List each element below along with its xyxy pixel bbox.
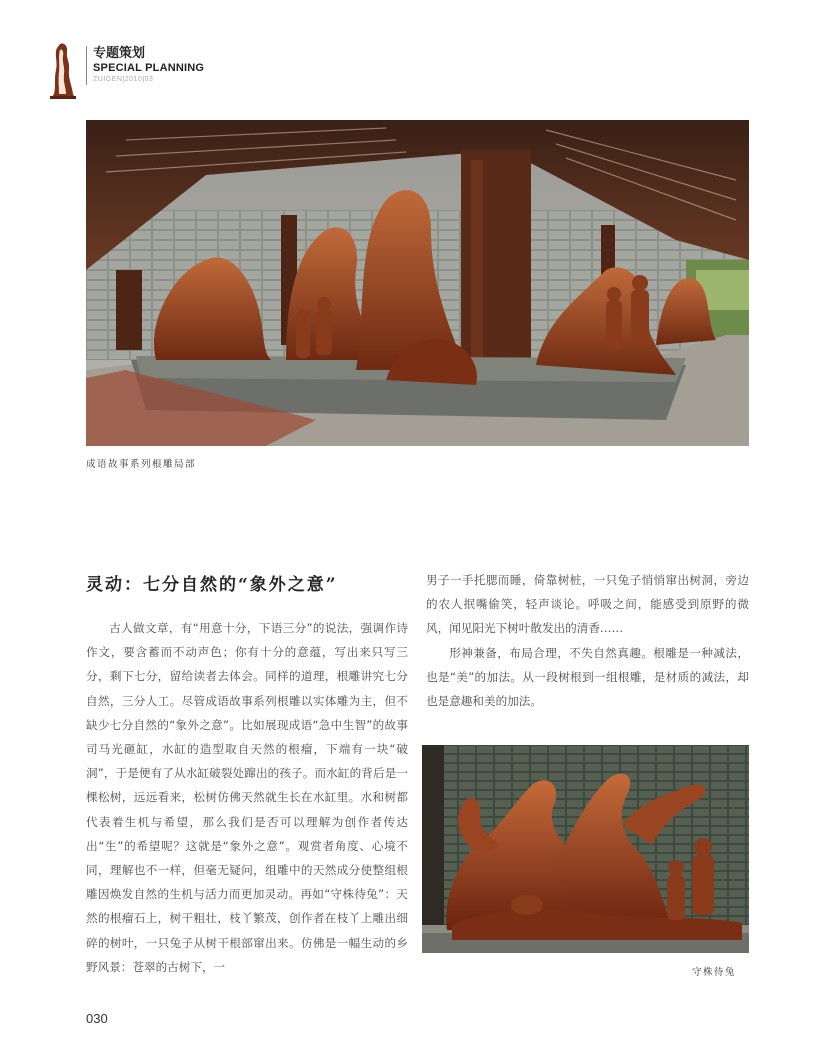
page-header bbox=[48, 42, 248, 102]
article-column-left bbox=[86, 616, 408, 979]
article-paragraph-continued: 男子一手托腮而睡，倚靠树桩，一只兔子悄悄窜出树洞，旁边的农人抿嘴偷笑，轻声谈论。呼吸之间，能感受到原野的微风，闻见阳光下树叶散发出的清香…… bbox=[426, 573, 749, 636]
section-label: 专题策划 bbox=[93, 46, 146, 61]
issue-label: ZUIGEN|2010|03 bbox=[93, 76, 154, 83]
article-paragraph: 形神兼备，布局合理，不失自然真趣。根雕是一种减法，也是“美”的加法。从一段树根到一组根雕，是材质的减法，却也是意趣和美的加法。 bbox=[426, 645, 749, 709]
article-paragraph: 古人做文章，有“用意十分，下语三分”的说法，强调作诗作文，要含蓄而不动声色；你有十分的意蕴，写出来只写三分，剩下七分，留给读者去体会。同样的道理，根雕讲究七分自然，三分人工。尽管成语故事系列根雕以实体雕为主，但不缺少七分自然的“象外之意”。比如展现成语“急中生智”的故事司马光砸缸，水缸的造型取自天然的根瘤，下端有一块“破洞”，于是便有了从水缸破裂处蹿出的孩子。而水缸的背后是一棵松树，远远看来，松树仿佛天然就生长在水缸里。水和树都代表着生机与希望，那么我们是否可以理解为创作者传达出“生”的希望呢？这就是“象外之意”。观赏者角度、心境不同，理解也不一样，但毫无疑问，组雕中的天然成分使整组根雕因焕发自然的生机与活力而更加灵动。再如“守株待兔”：天然的根瘤石上，树干粗壮，枝丫繁茂，创作者在枝丫上雕出细碎的树叶，一只兔子从树干根部窜出来。仿佛是一幅生动的乡野风景：苍翠的古树下，一 bbox=[86, 621, 408, 974]
photo-caption-top: 成语故事系列根雕局部 bbox=[86, 459, 197, 470]
page-number: 030 bbox=[86, 1011, 108, 1026]
article-column-right bbox=[426, 568, 749, 713]
article-title: 灵动：七分自然的“象外之意” bbox=[86, 575, 338, 595]
header-text-block bbox=[86, 46, 204, 85]
photo-idiom-carvings bbox=[86, 120, 749, 446]
photo-caption-bottom: 守株待兔 bbox=[692, 967, 737, 978]
root-sculpture-logo-icon bbox=[48, 42, 78, 100]
photo-shou-zhu-dai-tu bbox=[422, 745, 749, 953]
section-label-en: SPECIAL PLANNING bbox=[93, 62, 205, 74]
